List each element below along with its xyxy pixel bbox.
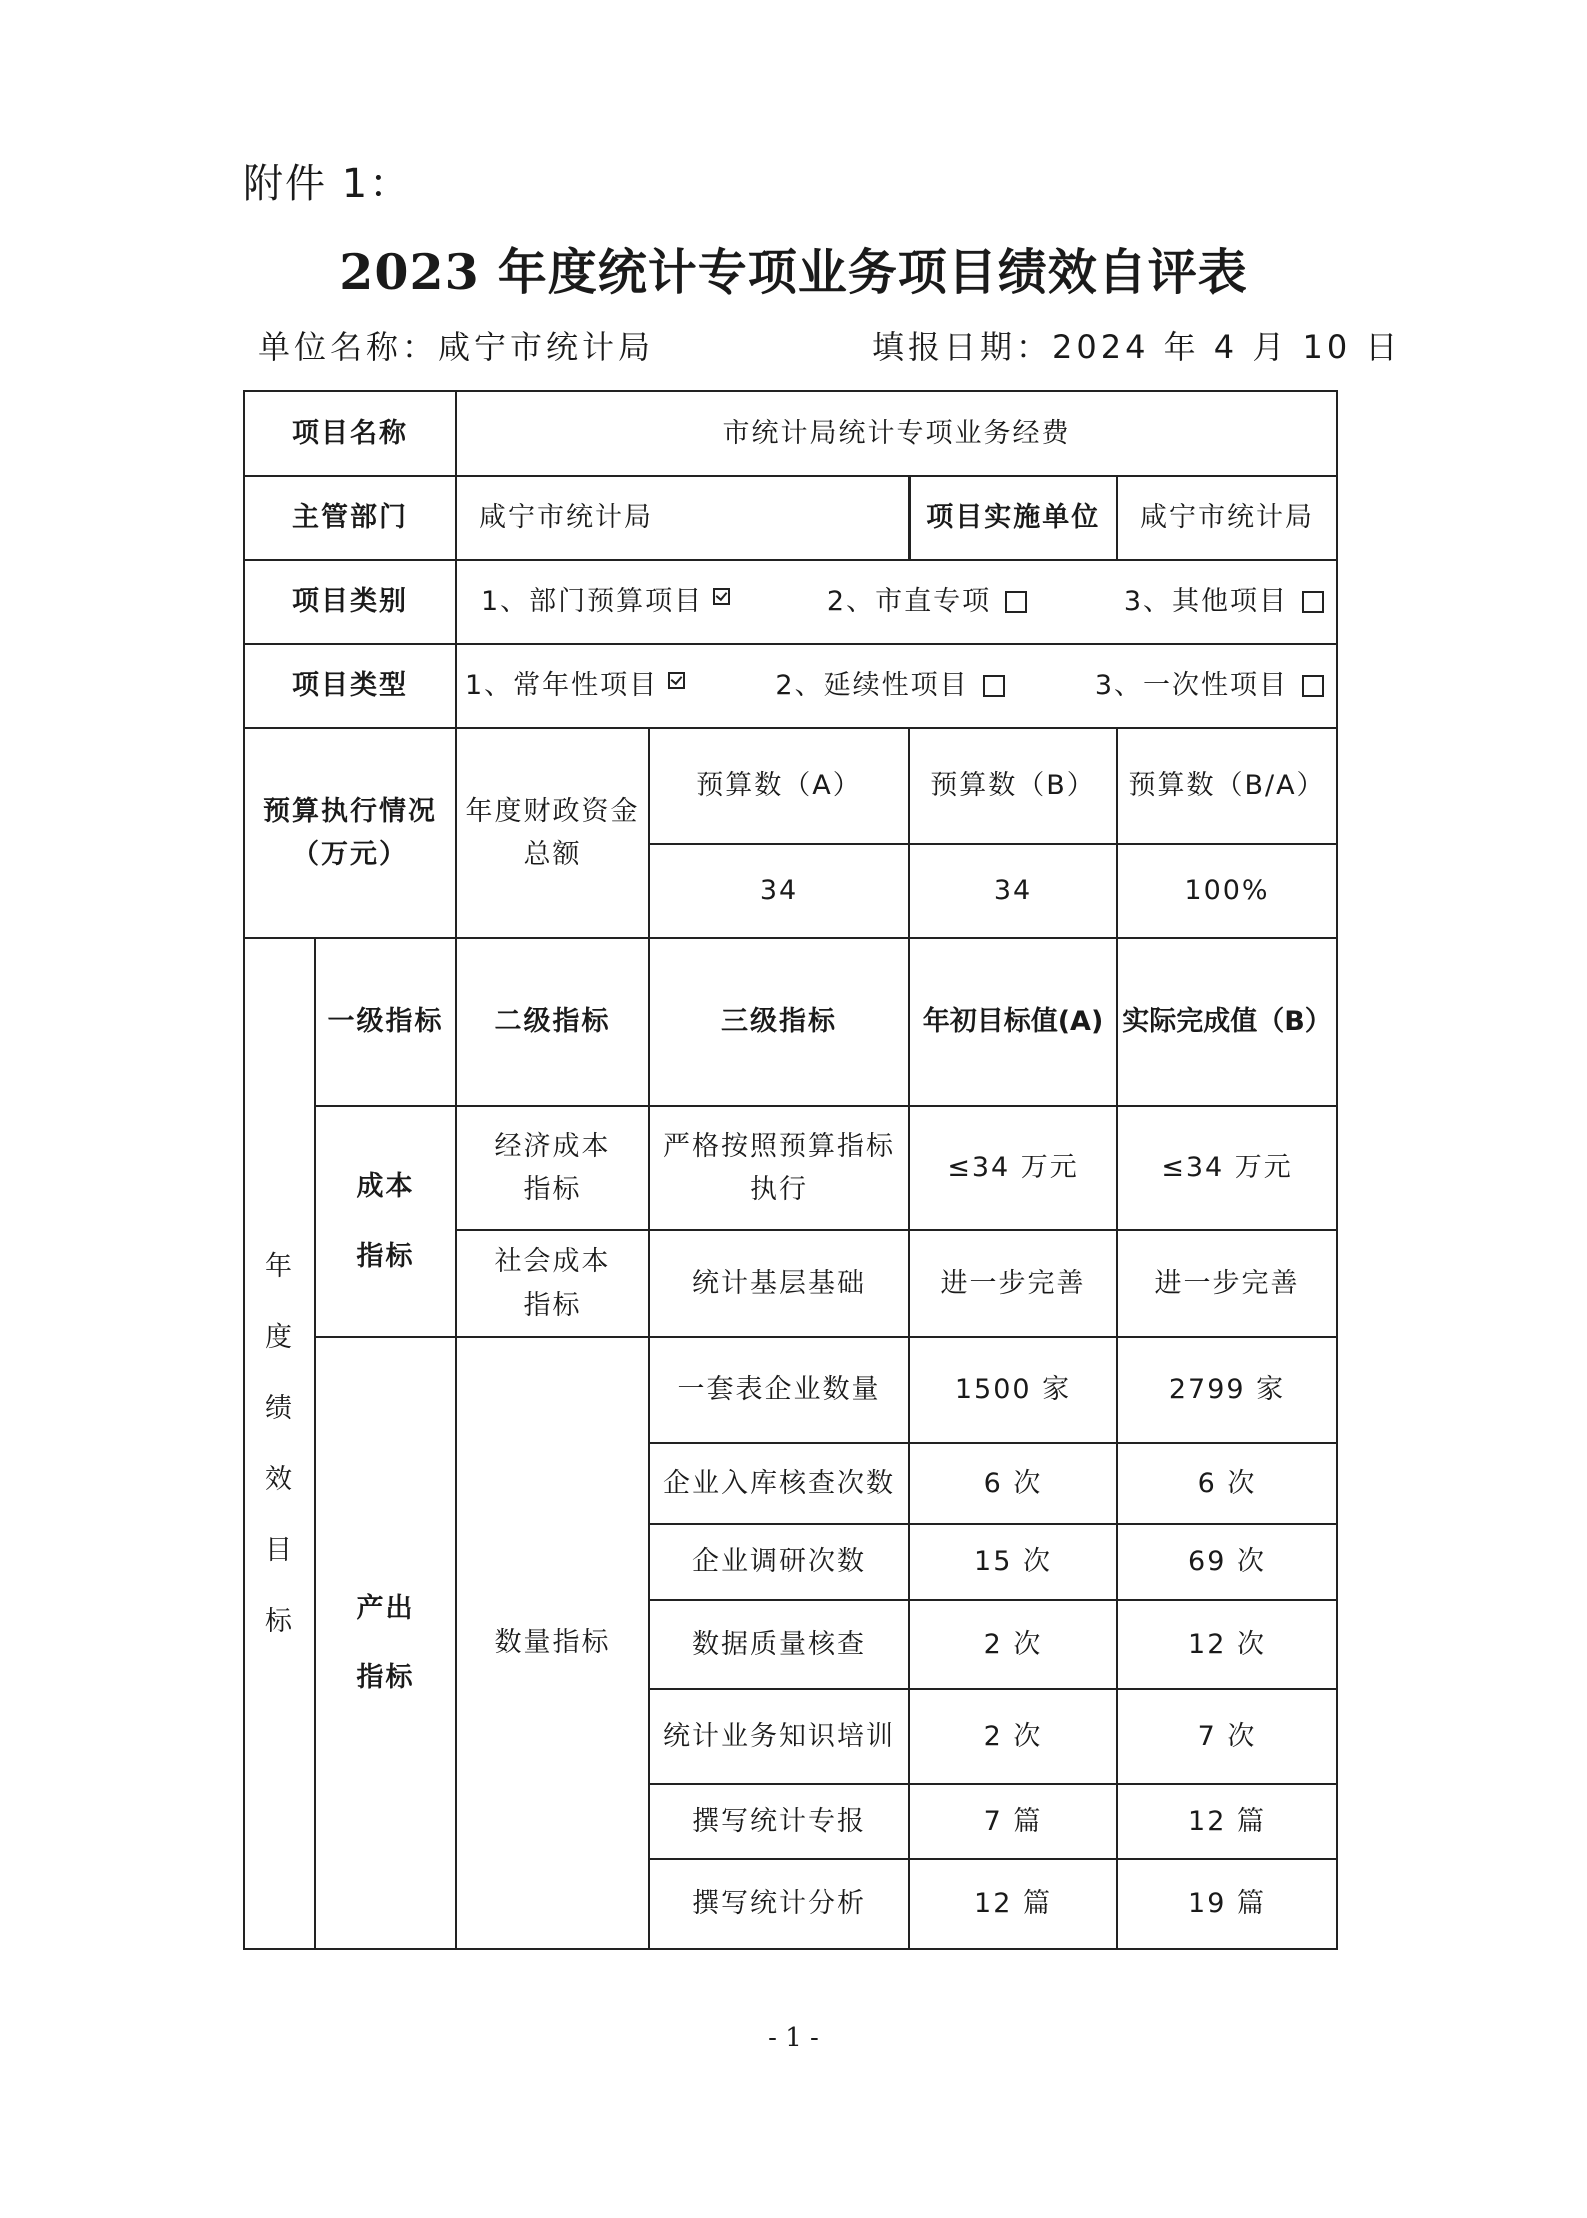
output-label-line1: 产出 xyxy=(356,1592,415,1624)
economic-item-line2: 执行 xyxy=(750,1174,808,1205)
economic-cost-line1: 经济成本 xyxy=(494,1130,611,1162)
output-item: 统计业务知识培训 xyxy=(649,1689,909,1784)
empty-checkbox-icon[interactable] xyxy=(1005,591,1027,613)
output-actual: 2799 家 xyxy=(1117,1337,1337,1443)
empty-checkbox-icon[interactable] xyxy=(1302,591,1324,613)
header-level1: 一级指标 xyxy=(315,938,456,1106)
side-char: 目 xyxy=(265,1534,294,1566)
project-type-label: 项目类型 xyxy=(244,644,456,728)
project-type-options xyxy=(456,644,1337,728)
category-option-1[interactable] xyxy=(481,580,730,623)
economic-cost-line2: 指标 xyxy=(523,1174,582,1205)
social-cost-label xyxy=(456,1230,649,1337)
row-project-type xyxy=(244,644,1337,728)
attachment-label: 附件 1： xyxy=(243,161,412,207)
budget-col-a: 预算数（A） xyxy=(649,728,909,844)
economic-cost-label xyxy=(456,1106,649,1230)
output-target: 2 次 xyxy=(909,1689,1117,1784)
social-cost-target: 进一步完善 xyxy=(909,1230,1117,1337)
budget-label-line2: （万元） xyxy=(292,839,408,870)
project-category-options xyxy=(456,560,1337,644)
output-label-line2: 指标 xyxy=(356,1662,415,1693)
economic-item-line1: 严格按照预算指标 xyxy=(663,1130,895,1162)
type-option-1[interactable] xyxy=(465,664,685,707)
output-target: 12 篇 xyxy=(909,1859,1117,1949)
category-option-1-label: 1、部门预算项目 xyxy=(481,586,704,618)
output-item: 企业调研次数 xyxy=(649,1524,909,1600)
budget-label-line1: 预算执行情况 xyxy=(263,795,437,827)
header-level3: 三级指标 xyxy=(649,938,909,1106)
social-cost-line1: 社会成本 xyxy=(494,1246,611,1278)
social-cost-line2: 指标 xyxy=(523,1289,582,1321)
side-char: 度 xyxy=(265,1321,294,1353)
output-target: 1500 家 xyxy=(909,1337,1117,1443)
evaluation-table xyxy=(243,390,1338,1950)
output-target: 2 次 xyxy=(909,1600,1117,1689)
impl-unit-value: 咸宁市统计局 xyxy=(1117,476,1337,560)
type-option-3[interactable] xyxy=(1095,664,1324,707)
checked-checkbox-icon[interactable] xyxy=(668,672,685,689)
type-option-2[interactable] xyxy=(775,664,1004,707)
category-option-2-label: 2、市直专项 xyxy=(826,586,992,618)
budget-value-b: 34 xyxy=(909,844,1117,938)
budget-value-ratio: 100% xyxy=(1117,844,1337,938)
economic-cost-target: ≤34 万元 xyxy=(909,1106,1117,1230)
quantity-indicator-label: 数量指标 xyxy=(456,1337,649,1949)
type-option-1-label: 1、常年性项目 xyxy=(465,670,659,702)
row-budget-header xyxy=(244,728,1337,844)
annual-goal-side-label xyxy=(244,938,315,1949)
row-cost-economic xyxy=(244,1106,1337,1230)
row-goals-header xyxy=(244,938,1337,1106)
output-item: 一套表企业数量 xyxy=(649,1337,909,1443)
type-option-2-label: 2、延续性项目 xyxy=(775,670,969,702)
output-target: 15 次 xyxy=(909,1524,1117,1600)
category-option-3[interactable] xyxy=(1124,580,1324,623)
budget-col-b: 预算数（B） xyxy=(909,728,1117,844)
cost-label-line1: 成本 xyxy=(356,1171,415,1203)
budget-col-ratio: 预算数（B/A） xyxy=(1117,728,1337,844)
unit-name: 单位名称：咸宁市统计局 xyxy=(258,328,655,366)
project-category-label: 项目类别 xyxy=(244,560,456,644)
project-name-value: 市统计局统计专项业务经费 xyxy=(456,391,1337,476)
fund-total-label-line2: 总额 xyxy=(523,839,582,870)
header-level2: 二级指标 xyxy=(456,938,649,1106)
output-actual: 12 次 xyxy=(1117,1600,1337,1689)
category-option-2[interactable] xyxy=(827,580,1027,623)
budget-value-a: 34 xyxy=(649,844,909,938)
output-target: 6 次 xyxy=(909,1443,1117,1524)
type-option-3-label: 3、一次性项目 xyxy=(1094,670,1288,702)
row-project-name xyxy=(244,391,1337,476)
output-item: 撰写统计专报 xyxy=(649,1784,909,1859)
output-target: 7 篇 xyxy=(909,1784,1117,1859)
budget-label xyxy=(244,728,456,938)
page-number: - 1 - xyxy=(768,2023,819,2053)
fund-total-label-line1: 年度财政资金 xyxy=(465,795,640,827)
impl-unit-label: 项目实施单位 xyxy=(909,476,1117,560)
table-row xyxy=(244,1337,1337,1443)
side-char: 年 xyxy=(265,1250,294,1282)
output-actual: 12 篇 xyxy=(1117,1784,1337,1859)
supervisor-value: 咸宁市统计局 xyxy=(456,476,909,560)
economic-cost-item xyxy=(649,1106,909,1230)
row-project-category xyxy=(244,560,1337,644)
social-cost-actual: 进一步完善 xyxy=(1117,1230,1337,1337)
output-indicator-label xyxy=(315,1337,456,1949)
economic-cost-actual: ≤34 万元 xyxy=(1117,1106,1337,1230)
page-title: 2023 年度统计专项业务项目绩效自评表 xyxy=(339,243,1248,301)
social-cost-item: 统计基层基础 xyxy=(649,1230,909,1337)
side-char: 标 xyxy=(265,1605,294,1637)
output-item: 数据质量核查 xyxy=(649,1600,909,1689)
output-actual: 6 次 xyxy=(1117,1443,1337,1524)
category-option-3-label: 3、其他项目 xyxy=(1123,586,1288,618)
header-target: 年初目标值(A) xyxy=(909,938,1117,1106)
fill-date: 填报日期：2024 年 4 月 10 日 xyxy=(872,328,1402,366)
supervisor-label: 主管部门 xyxy=(244,476,456,560)
header-actual: 实际完成值（B） xyxy=(1117,938,1337,1106)
fund-total-label xyxy=(456,728,649,938)
output-actual: 69 次 xyxy=(1117,1524,1337,1600)
cost-label-line2: 指标 xyxy=(356,1240,415,1272)
cost-indicator-label xyxy=(315,1106,456,1337)
row-supervisor xyxy=(244,476,1337,560)
output-item: 撰写统计分析 xyxy=(649,1859,909,1949)
empty-checkbox-icon[interactable] xyxy=(983,675,1005,697)
side-char: 绩 xyxy=(265,1392,294,1424)
output-actual: 7 次 xyxy=(1117,1689,1337,1784)
project-name-label: 项目名称 xyxy=(244,391,456,476)
side-char: 效 xyxy=(265,1463,294,1495)
checked-checkbox-icon[interactable] xyxy=(713,588,730,605)
output-actual: 19 篇 xyxy=(1117,1859,1337,1949)
empty-checkbox-icon[interactable] xyxy=(1302,675,1324,697)
output-item: 企业入库核查次数 xyxy=(649,1443,909,1524)
